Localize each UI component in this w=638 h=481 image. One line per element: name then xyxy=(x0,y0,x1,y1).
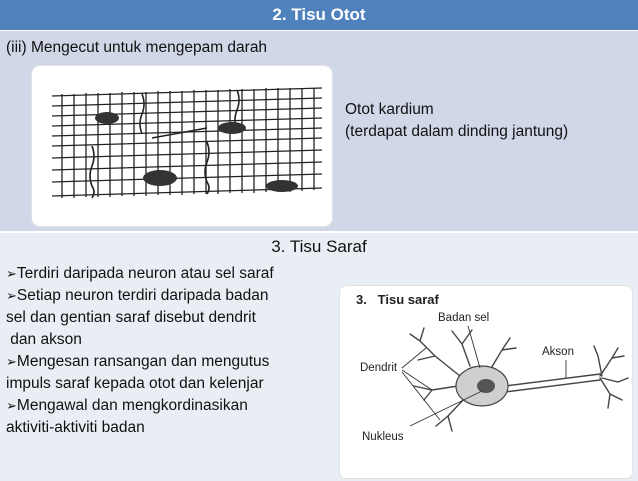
bullet-arrow-icon: ➢ xyxy=(6,266,17,281)
saraf-bullet-list xyxy=(6,263,346,439)
bullet-arrow-icon: ➢ xyxy=(6,398,17,413)
bullet-line: sel dan gentian saraf disebut dendrit xyxy=(6,309,256,326)
section-title-saraf: 3. Tisu Saraf xyxy=(271,237,367,256)
section-title-otot: 2. Tisu Otot xyxy=(272,5,366,24)
label-badan-sel: Badan sel xyxy=(438,312,490,324)
label-nukleus: Nukleus xyxy=(362,431,404,443)
bullet-line: impuls saraf kepada otot dan kelenjar xyxy=(6,375,264,392)
neuron-figure-title: 3. Tisu saraf xyxy=(356,292,439,307)
neuron-figure xyxy=(340,286,632,478)
bullet-line: aktiviti-aktiviti badan xyxy=(6,419,145,436)
cardiac-muscle-drawing xyxy=(32,66,332,226)
bullet-arrow-icon: ➢ xyxy=(6,354,17,369)
section-header-saraf xyxy=(0,233,638,261)
bullet-line: ➢Terdiri daripada neuron atau sel saraf xyxy=(6,265,274,282)
caption-line-1: Otot kardium xyxy=(345,101,434,118)
section-header-otot xyxy=(0,0,638,30)
label-dendrit: Dendrit xyxy=(360,362,398,374)
bullet-line: ➢Setiap neuron terdiri daripada badan xyxy=(6,287,269,304)
bullet-line: ➢Mengawal dan mengkordinasikan xyxy=(6,397,248,414)
otot-row xyxy=(0,30,638,232)
caption-line-2: (terdapat dalam dinding jantung) xyxy=(345,123,569,140)
cardiac-muscle-image xyxy=(32,66,332,226)
bullet-arrow-icon: ➢ xyxy=(6,288,17,303)
otot-function-text: (iii) Mengecut untuk mengepam darah xyxy=(6,39,268,56)
label-akson: Akson xyxy=(542,346,574,358)
bullet-line: dan akson xyxy=(6,331,82,348)
saraf-row xyxy=(0,231,638,481)
cardiac-caption xyxy=(345,99,568,143)
bullet-line: ➢Mengesan ransangan dan mengutus xyxy=(6,353,270,370)
